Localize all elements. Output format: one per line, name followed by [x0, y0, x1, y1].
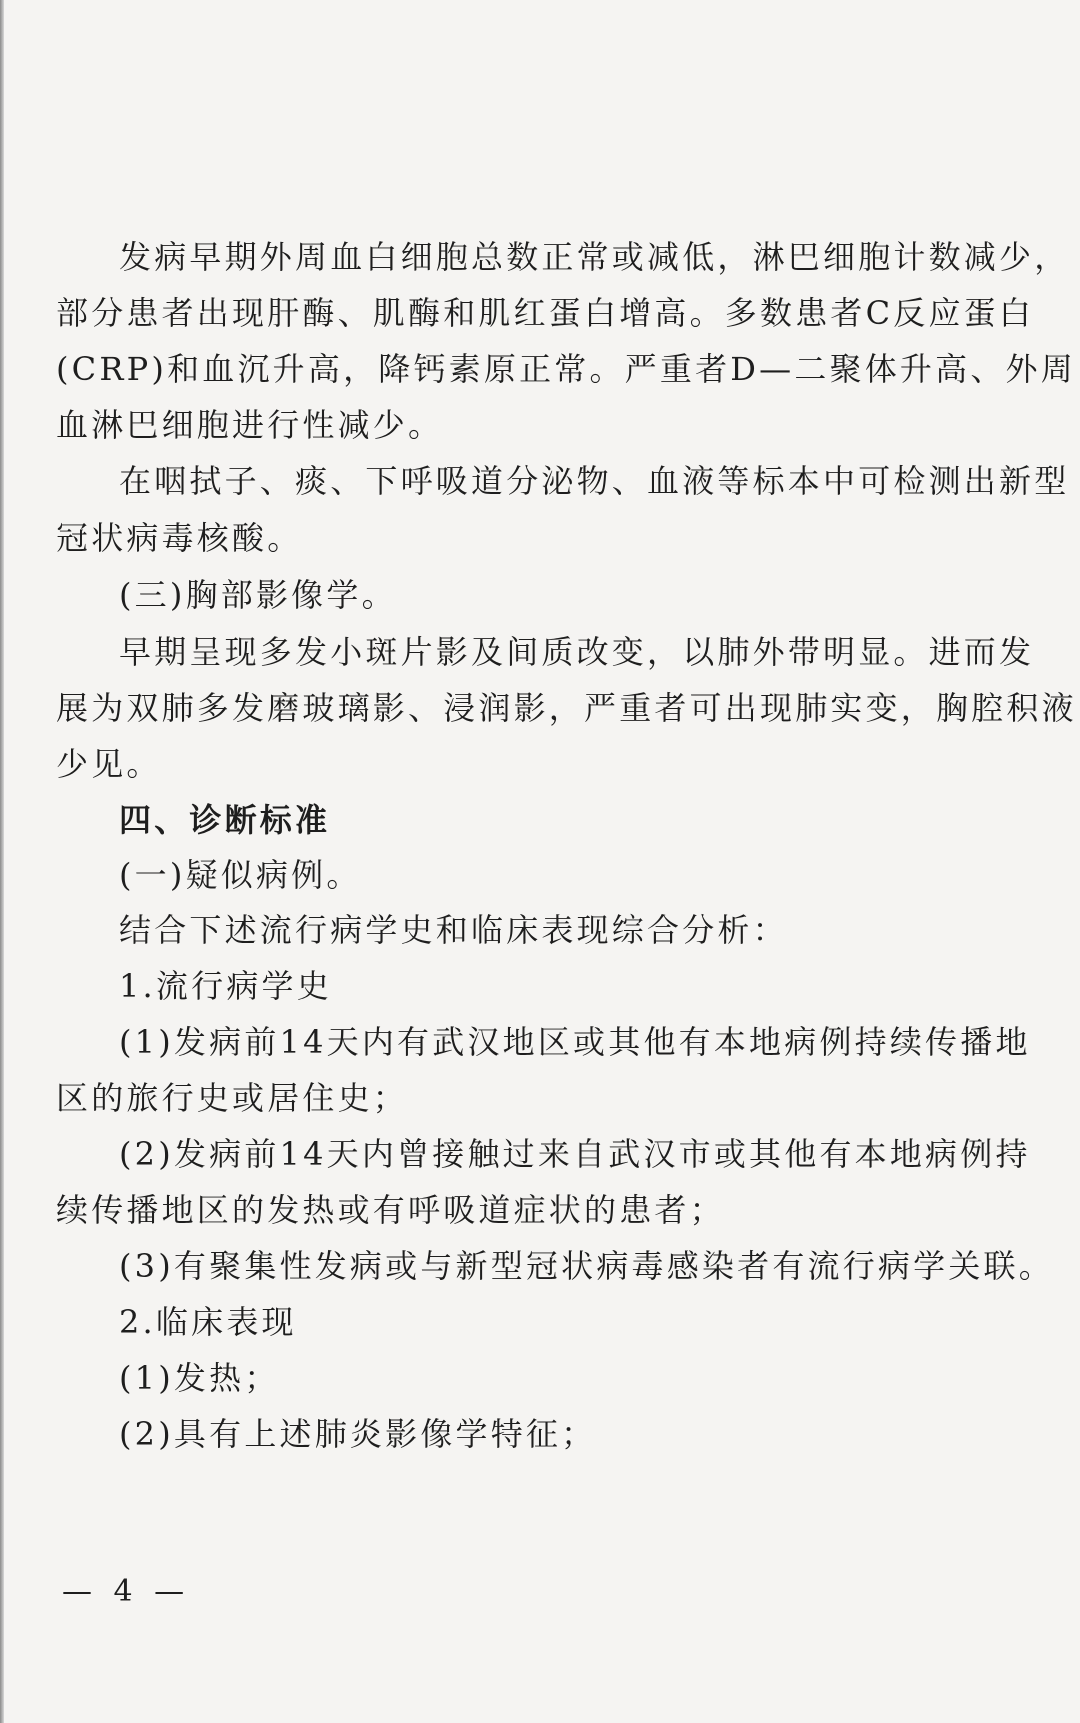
paragraph-line: (CRP)和血沉升高，降钙素原正常。严重者D—二聚体升高、外周: [56, 350, 1076, 388]
paragraph-line: 冠状病毒核酸。: [56, 519, 303, 557]
paragraph-line: 结合下述流行病学史和临床表现综合分析：: [119, 911, 788, 949]
section-heading: 四、诊断标准: [119, 801, 331, 839]
list-item: (2)发病前14天内曾接触过来自武汉市或其他有本地病例持: [119, 1135, 1031, 1173]
page-number: — 4 —: [62, 1574, 191, 1609]
list-heading: 2.临床表现: [119, 1303, 297, 1341]
subsection-heading: (一)疑似病例。: [119, 856, 362, 894]
list-item: (1)发病前14天内有武汉地区或其他有本地病例持续传播地: [119, 1023, 1031, 1061]
page-edge: [0, 0, 4, 1723]
paragraph-line: 部分患者出现肝酶、肌酶和肌红蛋白增高。多数患者C反应蛋白: [56, 294, 1035, 332]
list-item: (1)发热；: [119, 1359, 280, 1397]
paragraph-line: 发病早期外周血白细胞总数正常或减低，淋巴细胞计数减少，: [119, 238, 1070, 276]
subsection-heading: (三)胸部影像学。: [119, 576, 397, 614]
paragraph-line: 在咽拭子、痰、下呼吸道分泌物、血液等标本中可检测出新型: [119, 462, 1070, 500]
paragraph-line: 血淋巴细胞进行性减少。: [56, 406, 444, 444]
list-heading: 1.流行病学史: [119, 967, 332, 1005]
list-item: (3)有聚集性发病或与新型冠状病毒感染者有流行病学关联。: [119, 1247, 1054, 1285]
list-item: (2)具有上述肺炎影像学特征；: [119, 1415, 597, 1453]
paragraph-line: 少见。: [56, 745, 162, 783]
list-item: 区的旅行史或居住史；: [56, 1079, 409, 1117]
list-item: 续传播地区的发热或有呼吸道症状的患者；: [56, 1191, 725, 1229]
paragraph-line: 展为双肺多发磨玻璃影、浸润影，严重者可出现肺实变，胸腔积液: [56, 689, 1077, 727]
paragraph-line: 早期呈现多发小斑片影及间质改变，以肺外带明显。进而发: [119, 633, 1035, 671]
